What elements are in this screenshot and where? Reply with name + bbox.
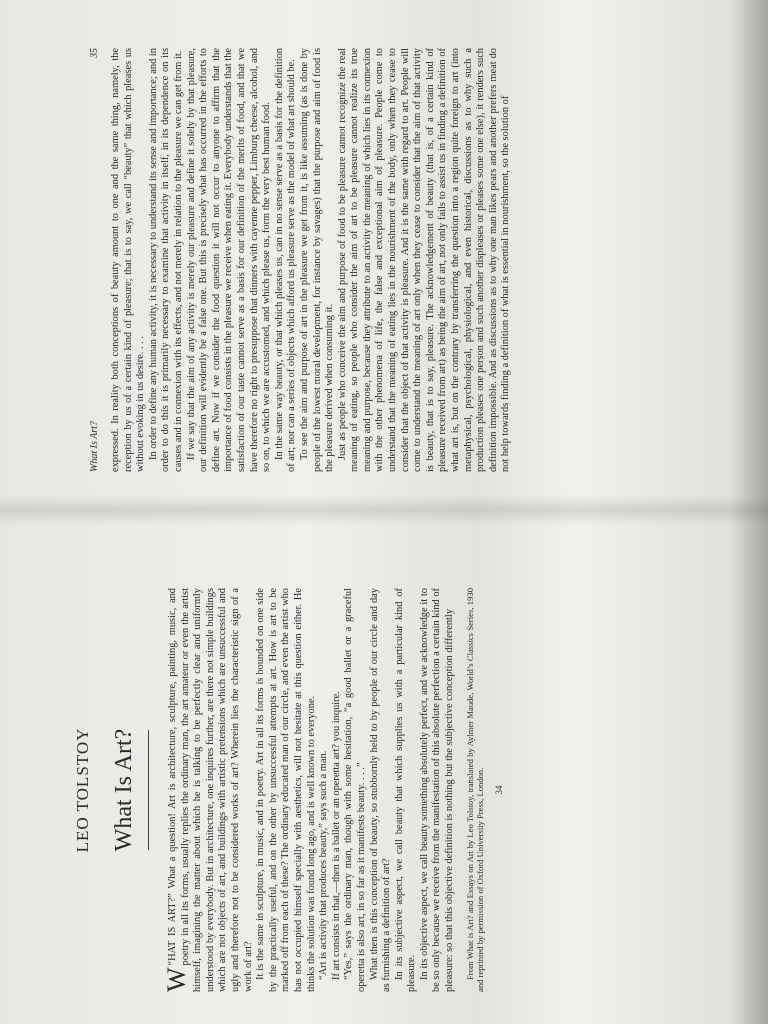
page-number: 35 bbox=[89, 48, 100, 58]
paragraph: To see the aim and purpose of art in the pleasure we get from it, is like assuming (as is done by people of the lowest moral development, for instance by savages) that the purpose and aim of food is the pleasure derived when consuming it. bbox=[298, 48, 336, 472]
running-header bbox=[89, 40, 100, 480]
title-rule bbox=[148, 730, 149, 850]
source-footnote: From What is Art? and Essays on Art by Leo Tolstoy, translated by Aylmer Maude, World’s Classics Series, 1930 and reprinted by permission of Oxford University Press, London. bbox=[464, 588, 486, 992]
paragraph: If art consists in that,—then is a ballet or an operetta art? you inquire. bbox=[330, 691, 342, 980]
essay-title: What Is Art? bbox=[111, 728, 137, 852]
page-number: 34 bbox=[493, 785, 504, 795]
paragraph: Just as people who conceive the aim and purpose of food to be pleasure cannot recognize the real meaning of eating, so people who consider the aim of art to be pleasure cannot realize its true meaning and purpose, because they attribute to an activity the meaning of which lies in its connexion with the other phenomena of life, the false and exceptional aim of pleasure. People come to understand that the meaning of eating lies in the nourishment of the body, only when they cease to consider that the object of that activity is pleasure. And it is the same with regard to art. People will come to understand the meaning of art only when they cease to consider that the aim of that activity is beauty, that is to say, pleasure. The acknowledgement of beauty (that is, of a certain kind of pleasure received from art) as being the aim of art, not only fails to assist us in finding a definition of what art is, but on the contrary by transferring the question into a region quite foreign to art (into metaphysical, psychological, physiological, and even historical, discussions as to why such a production pleases one person and such another displeases or pleases some one else), it renders such definition impossible. And as discussions as to why one man likes pears and another prefers meat do not help towards finding a definition of what is essential in nourishment, so the solution of bbox=[336, 48, 512, 472]
paragraph: What then is this conception of beauty, so stubbornly held to by people of our circle and day as furnishing a definition of art? bbox=[368, 588, 393, 992]
paragraph: In its subjective aspect, we call beauty that which supplies us with a particular kind of pleasure. bbox=[393, 588, 418, 992]
left-page bbox=[55, 580, 675, 1000]
right-page bbox=[85, 40, 725, 480]
drop-cap: W bbox=[162, 967, 191, 992]
running-head-title: What Is Art? bbox=[89, 421, 100, 472]
opening-text: HAT IS ART?” What a question! Art is architecture, sculpture, painting, music, and poetry in all its forms, usually replies the ordinary man, the art amateur or even the artist himself, imagining the matter about which he is talking to be perfectly clear and uniformly understood by everybody. But in architecture, one inquires further, are there not simple buildings which are not objects of art, and buildings with artistic pretensions which are unsuccessful and ugly and therefore not to be considered works of art? Wherein lies the characteristic sign of a work of art? bbox=[167, 588, 254, 992]
left-page-body bbox=[162, 580, 457, 1000]
paragraph: In order to define any human activity, it is necessary to understand its sense and importance; and in order to do this it is primarily necessary to examine that activity in itself, in its dependence on its causes and in connexion with its effects, and not merely in relation to the pleasure we can get from it. bbox=[147, 48, 184, 472]
paragraph: expressed. In reality both conceptions of beauty amount to one and the same thing, namely, the reception by us of a certain kind of pleasure; that is to say, we call “beauty” that which pleases us without evoking in us desire. . . . bbox=[110, 48, 147, 472]
right-page-body bbox=[110, 40, 513, 480]
opening-paragraph: “ W HAT IS ART?” What a question! Art is architecture, sculpture, painting, music, and poetry in all its forms, usually replies the ordinary man, the art amateur or even the artist himself, imagining the matter about which he is talking to be perfectly clear and uniformly understood by everybody. But in architecture, one inquires further, are there not simple buildings which are not objects of art, and buildings with artistic pretensions which are unsuccessful and ugly and therefore not to be considered works of art? Wherein lies the characteristic sign of a work of art? bbox=[162, 588, 254, 992]
paragraph: In its objective aspect, we call beauty something absolutely perfect, and we acknowledge it to be so only because we receive from the manifestation of this absolute perfection a certain kind of pleasure: so that this objective definition is nothing but the subjective conception differently bbox=[418, 588, 456, 992]
book-gutter-shadow bbox=[0, 495, 768, 525]
paragraph: “Art is activity that produces beauty,” says such a man. bbox=[318, 750, 330, 980]
paragraph: In the same way beauty, or that which pleases us, can in no sense serve as a basis for the definition of art; nor can a series of objects which afford us pleasure serve as the model of what art should be. bbox=[273, 48, 298, 472]
page-edge-shadow bbox=[730, 0, 768, 1024]
paragraph: If we say that the aim of any activity is merely our pleasure and define it solely by that pleasure, our definition will evidently be a false one. But this is precisely what has occurred in the efforts to define art. Now if we consider the food question it will not occur to anyone to affirm that the importance of food consists in the pleasure we receive when eating it. Everybody understands that the satisfaction of our taste cannot serve as a basis for our definition of the merits of food, and that we have therefore no right to presuppose that dinners with cayenne pepper, Limburg cheese, alcohol, and so on, to which we are accustomed, and which please us, form the very best human food. bbox=[185, 48, 273, 472]
author-name: LEO TOLSTOY bbox=[73, 727, 92, 853]
paragraph: “Yes,” says the ordinary man, though with some hesitation, “a good ballet or a graceful operetta is also art, in so far as it manifests beauty. . . .” bbox=[343, 588, 367, 992]
paragraph: It is the same in sculpture, in music, and in poetry. Art in all its forms is bounded on one side by the practically useful, and on the other by unsuccessful attempts at art. How is art to be marked off from each of these? The ordinary educated man of our circle, and even the artist who has not occupied himself specially with aesthetics, will not hesitate at this question either. He thinks the solution was found long ago, and is well known to everyone. bbox=[255, 588, 317, 992]
